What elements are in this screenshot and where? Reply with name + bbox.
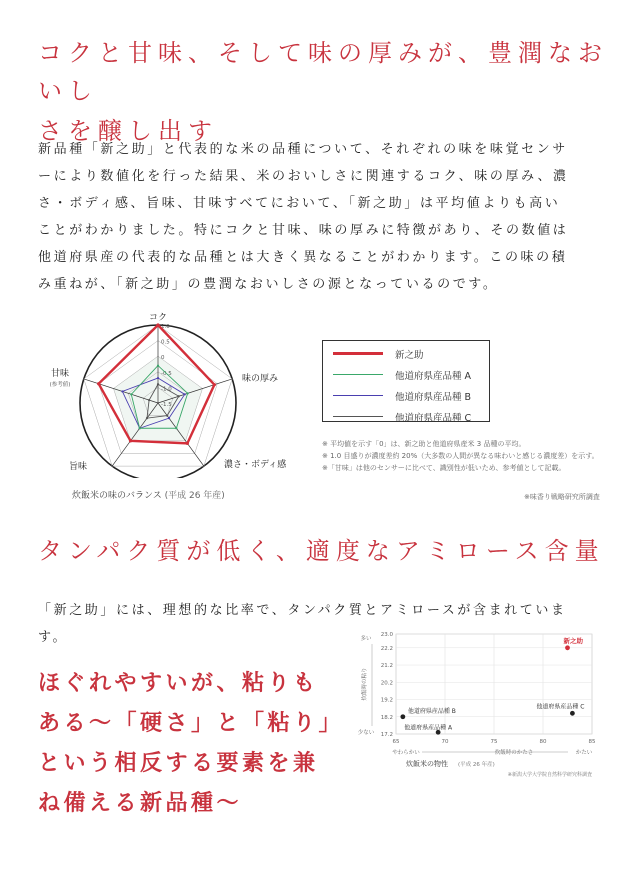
scatter-y-tick: 22.2 xyxy=(380,645,393,652)
radar-point xyxy=(166,415,168,417)
scatter-x-label: 炊飯時のかたさ xyxy=(494,750,534,756)
scatter-point xyxy=(565,645,570,650)
legend-swatch xyxy=(333,395,383,396)
scatter-y-tick: 19.2 xyxy=(380,697,393,704)
radar-point xyxy=(157,383,159,385)
radar-scale-label: 1.0 xyxy=(161,324,170,330)
legend-label: 新之助 xyxy=(395,349,424,361)
scatter-y-tick: 20.2 xyxy=(380,680,393,687)
radar-caption-text: 炊飯米の味のバランス xyxy=(72,491,162,501)
scatter-caption-year: (平成 26 年産) xyxy=(458,762,495,768)
radar-point xyxy=(178,395,180,397)
heading-taste xyxy=(38,34,628,150)
scatter-caption: 炊飯米の物性 xyxy=(406,760,448,768)
catchphrase xyxy=(38,664,358,824)
scatter-x-tick: 85 xyxy=(588,739,596,745)
catchphrase-line: ね備える新品種～ xyxy=(38,791,243,816)
radar-scale-label: -1.5 xyxy=(161,402,172,408)
radar-point xyxy=(146,417,148,419)
scatter-y-tick: 21.2 xyxy=(380,663,393,670)
radar-axis-label: 甘味 xyxy=(50,369,70,379)
radar-chart xyxy=(40,308,290,478)
scatter-x-tick: 75 xyxy=(490,739,498,745)
radar-notes xyxy=(322,438,622,474)
radar-point xyxy=(157,364,159,366)
scatter-x-tick: 70 xyxy=(441,739,449,745)
radar-scale-label: -0.5 xyxy=(161,370,172,377)
radar-axis-note: (参考値) xyxy=(49,382,71,388)
radar-axis-label: 濃さ・ボディ感 xyxy=(224,460,287,470)
scatter-point-label: 新之助 xyxy=(563,636,583,645)
paragraph-line: 新品種「新之助」と代表的な米の品種について、それぞれの味を味覚センサ xyxy=(38,142,568,157)
catchphrase-line: ある～「硬さ」と「粘り」 xyxy=(38,711,345,736)
paragraph-line: ことがわかりました。特にコクと甘味、味の厚みに特徴があり、その数値は xyxy=(38,223,569,238)
radar-point xyxy=(184,393,186,395)
radar-point xyxy=(139,427,141,429)
radar-point xyxy=(168,417,170,419)
taste-paragraph xyxy=(38,136,638,298)
radar-scale-label: 0.5 xyxy=(161,339,170,346)
paragraph-line: 「新之助」には、理想的な比率で、タンパク質とアミロースが含まれていま xyxy=(38,603,567,618)
paragraph-line: 他道府県産の代表的な品種とは大きく異なることがわかります。この味の積 xyxy=(38,250,568,265)
scatter-point-label: 他道府県産品種 C xyxy=(536,703,585,711)
radar-point xyxy=(97,382,100,385)
radar-scale-label: -1.0 xyxy=(161,386,172,393)
radar-caption xyxy=(72,488,225,501)
scatter-x-right-note: かたい xyxy=(575,750,593,756)
legend-item-variety-c xyxy=(323,406,489,427)
scatter-point-label: 他道府県産品種 B xyxy=(407,707,456,715)
scatter-y-bottom-note: 少ない xyxy=(357,730,375,736)
radar-caption-year: (平成 26 年産) xyxy=(164,491,225,501)
radar-note: ※ 平均値を示す「0」は、新之助と他道府県産米 3 品種の平均。 xyxy=(322,440,526,448)
scatter-x-tick: 65 xyxy=(392,739,400,745)
scatter-source: ※新潟大学大学院自然科学研究科調査 xyxy=(507,772,592,778)
radar-point xyxy=(187,392,189,394)
scatter-chart xyxy=(348,628,618,788)
catchphrase-line: ほぐれやすいが、粘りも xyxy=(38,671,319,696)
paragraph-line: す。 xyxy=(38,630,69,645)
legend-swatch xyxy=(333,374,383,375)
radar-point xyxy=(121,390,123,392)
legend-item-shinnosuke xyxy=(323,343,489,364)
scatter-x-tick: 80 xyxy=(539,739,547,745)
radar-point xyxy=(213,383,216,386)
radar-note: ※ 1.0 目盛りが濃度差約 20%（大多数の人間が異なる味わいと感じる濃度差）を示す。 xyxy=(322,452,599,460)
paragraph-line: さ・ボディ感、旨味、甘味すべてにおいて、「新之助」は平均値よりも高い xyxy=(38,196,561,211)
heading-taste-line1: コクと甘味、そして味の厚みが、豊潤なおいし xyxy=(38,39,608,105)
catchphrase-line: という相反する要素を兼 xyxy=(38,751,319,776)
radar-note: ※「甘味」は他のセンサーに比べて、識別性が低いため、参考値として記載。 xyxy=(322,464,566,472)
scatter-point xyxy=(570,711,575,716)
scatter-x-left-note: やわらかい xyxy=(392,750,420,756)
radar-source: ※味香り戦略研究所調査 xyxy=(524,493,600,501)
radar-legend xyxy=(322,340,490,422)
radar-point xyxy=(129,439,132,442)
radar-point xyxy=(148,399,150,401)
scatter-point-label: 他道府県産品種 A xyxy=(404,724,453,732)
radar-point xyxy=(157,377,159,379)
radar-axis-label: 味の厚み xyxy=(242,374,279,384)
paragraph-line: ーにより数値化を行った結果、米のおいしさに関連するコク、味の厚み、濃 xyxy=(38,169,569,184)
legend-label: 他道府県産品種 A xyxy=(395,370,472,382)
radar-axis-label: 旨味 xyxy=(68,462,88,472)
scatter-y-tick: 23.0 xyxy=(380,632,393,638)
radar-axis-label: コク xyxy=(148,313,168,323)
radar-scale-label: 0 xyxy=(161,355,165,362)
heading-protein: タンパク質が低く、適度なアミロース含量 xyxy=(38,537,605,565)
paragraph-line: み重ねが、「新之助」の豊潤なおいしさの源となっているのです。 xyxy=(38,277,499,292)
radar-point xyxy=(186,442,189,445)
legend-item-variety-b xyxy=(323,385,489,406)
radar-point xyxy=(156,323,159,326)
legend-label: 他道府県産品種 B xyxy=(395,391,472,403)
scatter-y-tick: 18.2 xyxy=(380,714,393,721)
legend-item-variety-a xyxy=(323,364,489,385)
legend-swatch xyxy=(333,352,383,355)
radar-point xyxy=(175,427,177,429)
scatter-y-tick: 17.2 xyxy=(380,732,393,738)
radar-point xyxy=(130,393,132,395)
scatter-y-top-note: 多い xyxy=(360,636,372,642)
legend-label: 他道府県産品種 C xyxy=(395,412,472,424)
scatter-y-label: 炊飯時の粘り xyxy=(362,667,368,701)
legend-swatch xyxy=(333,416,383,417)
scatter-point xyxy=(400,714,405,719)
heading-taste-line2: さを醸し出す xyxy=(38,117,218,145)
